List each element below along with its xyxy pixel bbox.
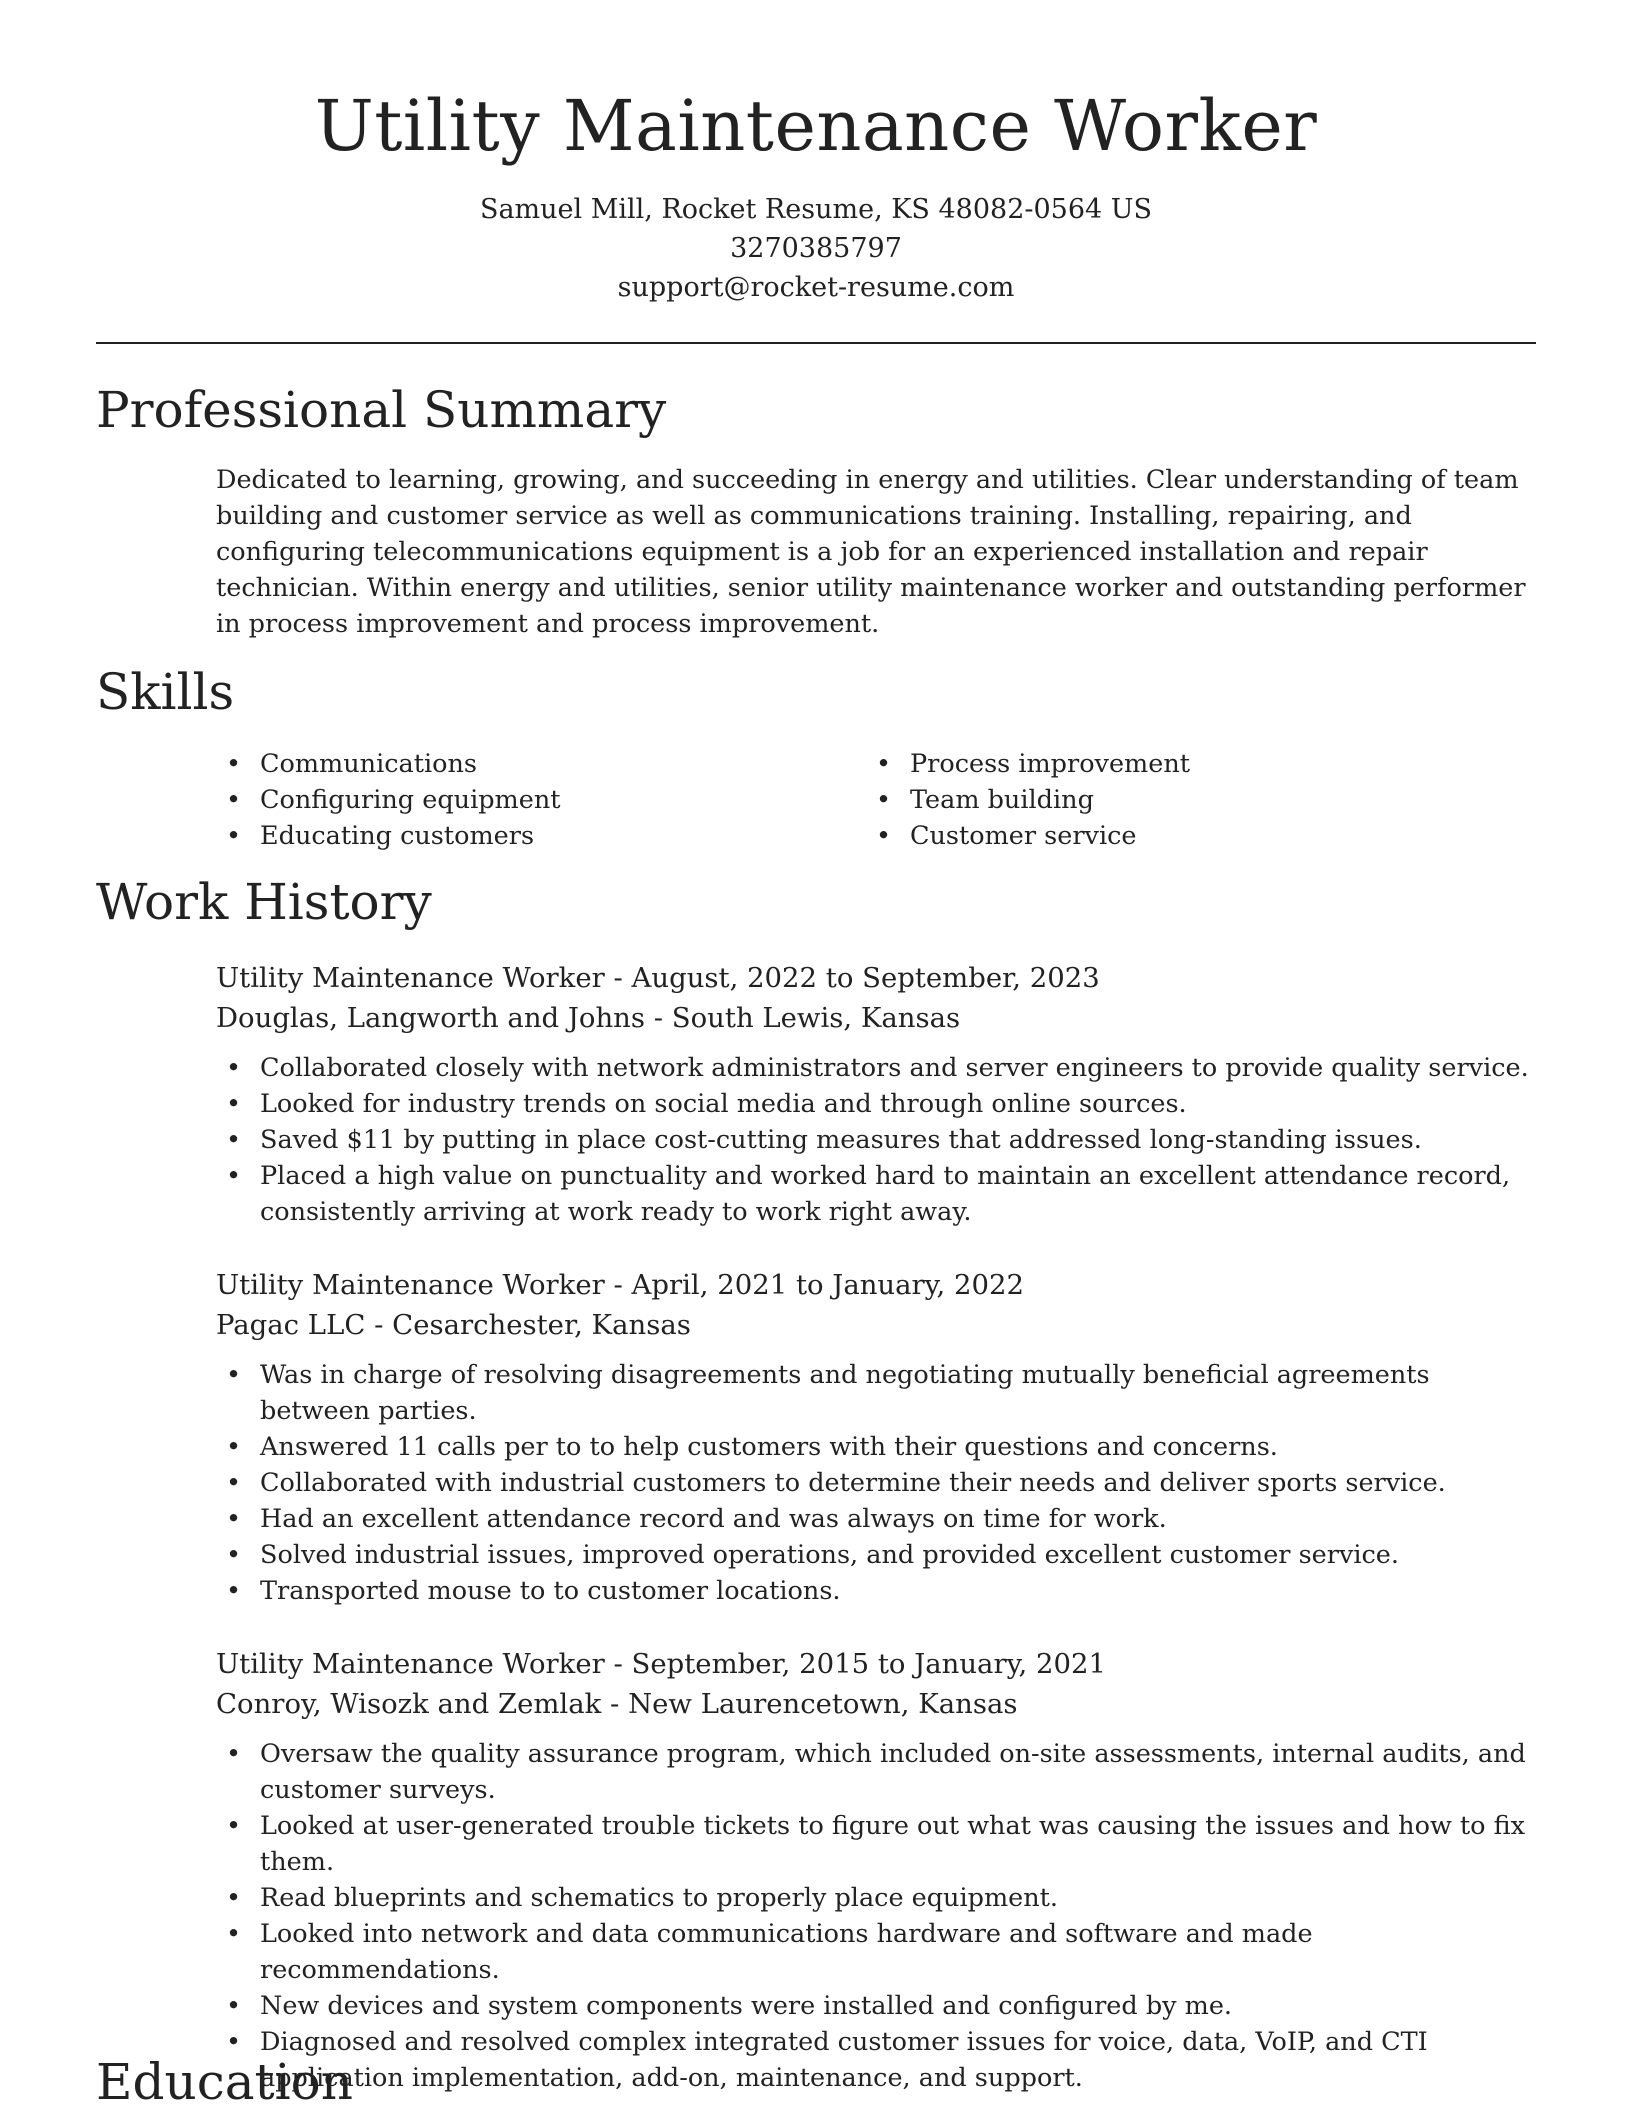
job-bullets xyxy=(216,1050,1536,1230)
resume-title: Utility Maintenance Worker xyxy=(314,85,1318,167)
job-title: Utility Maintenance Worker xyxy=(216,1648,605,1680)
job-location: New Laurencetown, Kansas xyxy=(628,1688,1018,1720)
skill-item: • Customer service xyxy=(866,818,1486,854)
skill-item: • Team building xyxy=(866,782,1486,818)
skills-list-right xyxy=(866,746,1486,854)
skills-list-left xyxy=(216,746,836,854)
skill-item: • Communications xyxy=(216,746,836,782)
skill-item: • Configuring equipment xyxy=(216,782,836,818)
job-location: South Lewis, Kansas xyxy=(671,1002,961,1034)
contact-email: support@rocket-resume.com xyxy=(617,272,1015,303)
job-dates: April, 2021 to January, 2022 xyxy=(631,1269,1025,1301)
job-bullet: • Transported mouse to to customer locations. xyxy=(216,1573,1536,1609)
job-company: Conroy, Wisozk and Zemlak xyxy=(216,1688,602,1720)
skill-item: • Process improvement xyxy=(866,746,1486,782)
job-entry xyxy=(216,958,1536,1230)
contact-address: Samuel Mill, Rocket Resume, KS 48082-0564 US xyxy=(479,194,1153,225)
job-bullet: • Looked at user-generated trouble tickets to figure out what was causing the issues and how to fix them. xyxy=(216,1808,1536,1880)
job-bullet: • New devices and system components were installed and configured by me. xyxy=(216,1988,1536,2024)
job-dates: September, 2015 to January, 2021 xyxy=(631,1648,1106,1680)
summary-heading: Professional Summary xyxy=(96,381,667,439)
job-entry xyxy=(216,1265,1536,1609)
job-company-line: Pagac LLC - Cesarchester, Kansas xyxy=(216,1309,691,1341)
job-company: Douglas, Langworth and Johns xyxy=(216,1002,645,1034)
job-company-line: Conroy, Wisozk and Zemlak - New Laurencetown, Kansas xyxy=(216,1688,1018,1720)
job-bullet: • Read blueprints and schematics to properly place equipment. xyxy=(216,1880,1536,1916)
job-bullet: • Solved industrial issues, improved operations, and provided excellent customer service. xyxy=(216,1537,1536,1573)
contact-phone: 3270385797 xyxy=(730,233,902,264)
job-bullets xyxy=(216,1736,1536,2096)
job-bullet: • Diagnosed and resolved complex integrated customer issues for voice, data, VoIP, and CTI application implementation, add-on, maintenance, and support. xyxy=(216,2024,1536,2096)
job-location: Cesarchester, Kansas xyxy=(392,1309,691,1341)
job-dates: August, 2022 to September, 2023 xyxy=(631,962,1100,994)
job-bullet: • Saved $11 by putting in place cost-cutting measures that addressed long-standing issues. xyxy=(216,1122,1536,1158)
job-title-line: Utility Maintenance Worker - April, 2021 to January, 2022 xyxy=(216,1269,1025,1301)
work-history-heading: Work History xyxy=(96,873,432,931)
job-bullets xyxy=(216,1357,1536,1609)
job-bullet: • Placed a high value on punctuality and worked hard to maintain an excellent attendance record, consistently arriving at work ready to work right away. xyxy=(216,1158,1536,1230)
job-company-line: Douglas, Langworth and Johns - South Lewis, Kansas xyxy=(216,1002,961,1034)
header-divider xyxy=(96,342,1536,344)
job-title-line: Utility Maintenance Worker - September, 2015 to January, 2021 xyxy=(216,1648,1106,1680)
job-bullet: • Collaborated with industrial customers to determine their needs and deliver sports service. xyxy=(216,1465,1536,1501)
skills-heading: Skills xyxy=(96,663,235,721)
job-bullet: • Oversaw the quality assurance program, which included on-site assessments, internal audits, and customer surveys. xyxy=(216,1736,1536,1808)
summary-text: Dedicated to learning, growing, and succeeding in energy and utilities. Clear understanding of team building and customer service as well as communications training. Installing, repairing, and configuring telecommunications equipment is a job for an experienced installation and repair technician. Within energy and utilities, senior utility maintenance worker and outstanding performer in process improvement and process improvement. xyxy=(216,465,1526,639)
job-bullet: • Looked for industry trends on social media and through online sources. xyxy=(216,1086,1536,1122)
education-heading: Education xyxy=(96,2053,353,2111)
skill-item: • Educating customers xyxy=(216,818,836,854)
job-bullet: • Answered 11 calls per to to help customers with their questions and concerns. xyxy=(216,1429,1536,1465)
job-bullet: • Was in charge of resolving disagreements and negotiating mutually beneficial agreements between parties. xyxy=(216,1357,1536,1429)
contact-block xyxy=(96,190,1536,307)
job-title-line: Utility Maintenance Worker - August, 2022 to September, 2023 xyxy=(216,962,1100,994)
job-bullet: • Had an excellent attendance record and was always on time for work. xyxy=(216,1501,1536,1537)
job-title: Utility Maintenance Worker xyxy=(216,962,605,994)
job-entry xyxy=(216,1644,1536,2096)
job-title: Utility Maintenance Worker xyxy=(216,1269,605,1301)
resume-header xyxy=(96,78,1536,307)
job-bullet: • Looked into network and data communications hardware and software and made recommendations. xyxy=(216,1916,1536,1988)
job-bullet: • Collaborated closely with network administrators and server engineers to provide quality service. xyxy=(216,1050,1536,1086)
job-company: Pagac LLC xyxy=(216,1309,366,1341)
